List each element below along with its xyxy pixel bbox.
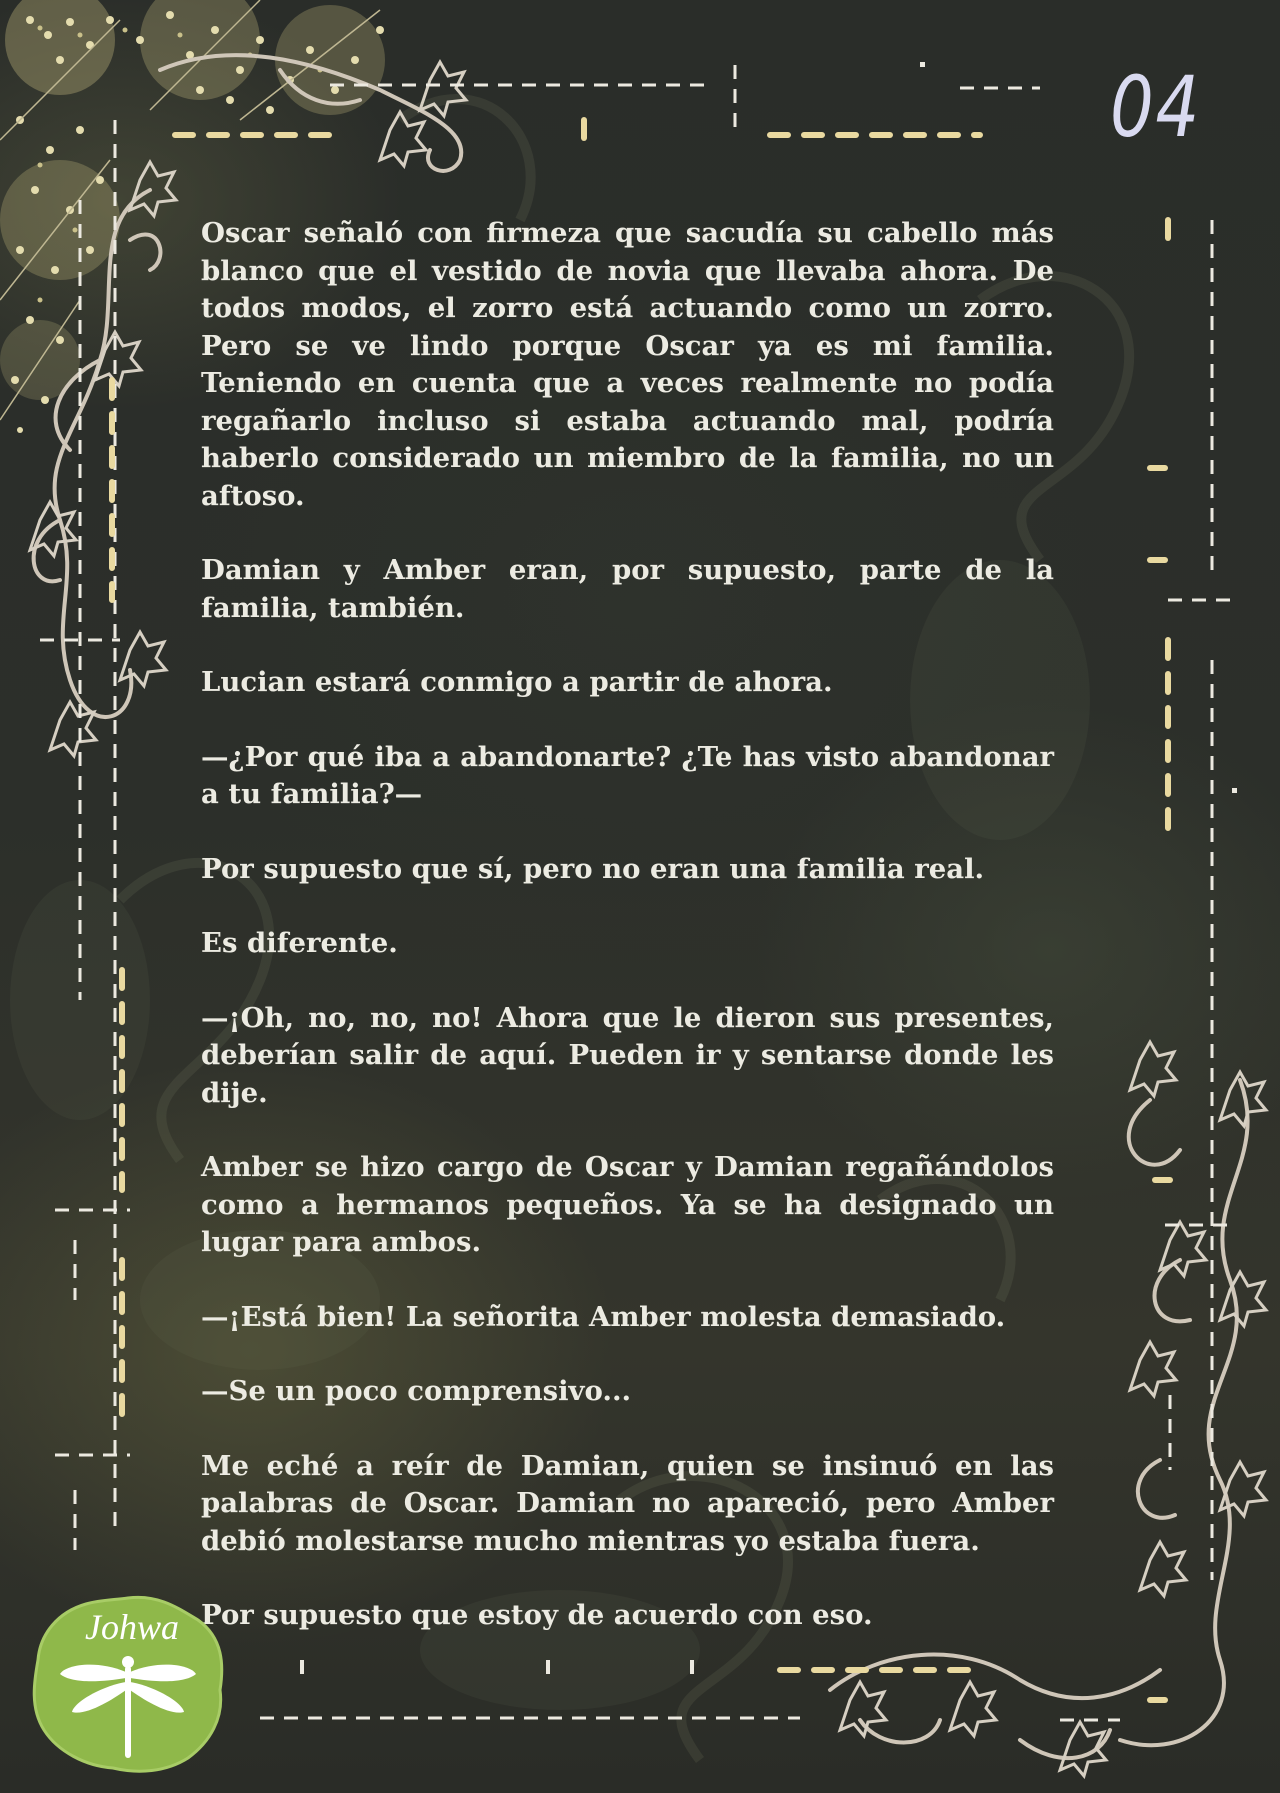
paragraph: Oscar señaló con firmeza que sacudía su cabello más blanco que el vestido de novia que llevaba ahora. De todos modos, el zorro está actuando como un zorro. Pero se ve lindo porque Oscar ya es mi familia. Teniendo en cuenta que a veces realmente no podía regañarlo incluso si estaba actuando mal, podría haberlo considerado un miembro de la familia, no un aftoso. [201,217,1054,512]
paragraph: —¡Oh, no, no, no! Ahora que le dieron sus presentes, deberían salir de aquí. Pueden ir y sentarse donde les dije. [201,1001,1054,1109]
paragraph: —¿Por qué iba a abandonarte? ¿Te has visto abandonar a tu familia?— [201,740,1054,810]
paragraph: Me eché a reír de Damian, quien se insinuó en las palabras de Oscar. Damian no apareció, pero Amber debió molestarse mucho mientras yo estaba fuera. [201,1449,1054,1557]
paragraph: Lucian estará conmigo a partir de ahora. [201,666,833,698]
logo-text: Johwa [85,1607,179,1647]
paragraph: Por supuesto que estoy de acuerdo con eso. [201,1599,873,1631]
paragraph: Damian y Amber eran, por supuesto, parte de la familia, también. [201,554,1054,624]
paragraph: —Se un poco comprensivo... [201,1375,632,1407]
story-text [201,215,1054,1672]
paragraph: Por supuesto que sí, pero no eran una familia real. [201,852,985,885]
paragraph: —¡Está bien! La señorita Amber molesta demasiado. [201,1300,1006,1333]
paragraph: Amber se hizo cargo de Oscar y Damian regañándolos como a hermanos pequeños. Ya se ha designado un lugar para ambos. [201,1151,1054,1258]
paragraph: Es diferente. [201,927,398,959]
page-number: 04 [1110,58,1201,156]
